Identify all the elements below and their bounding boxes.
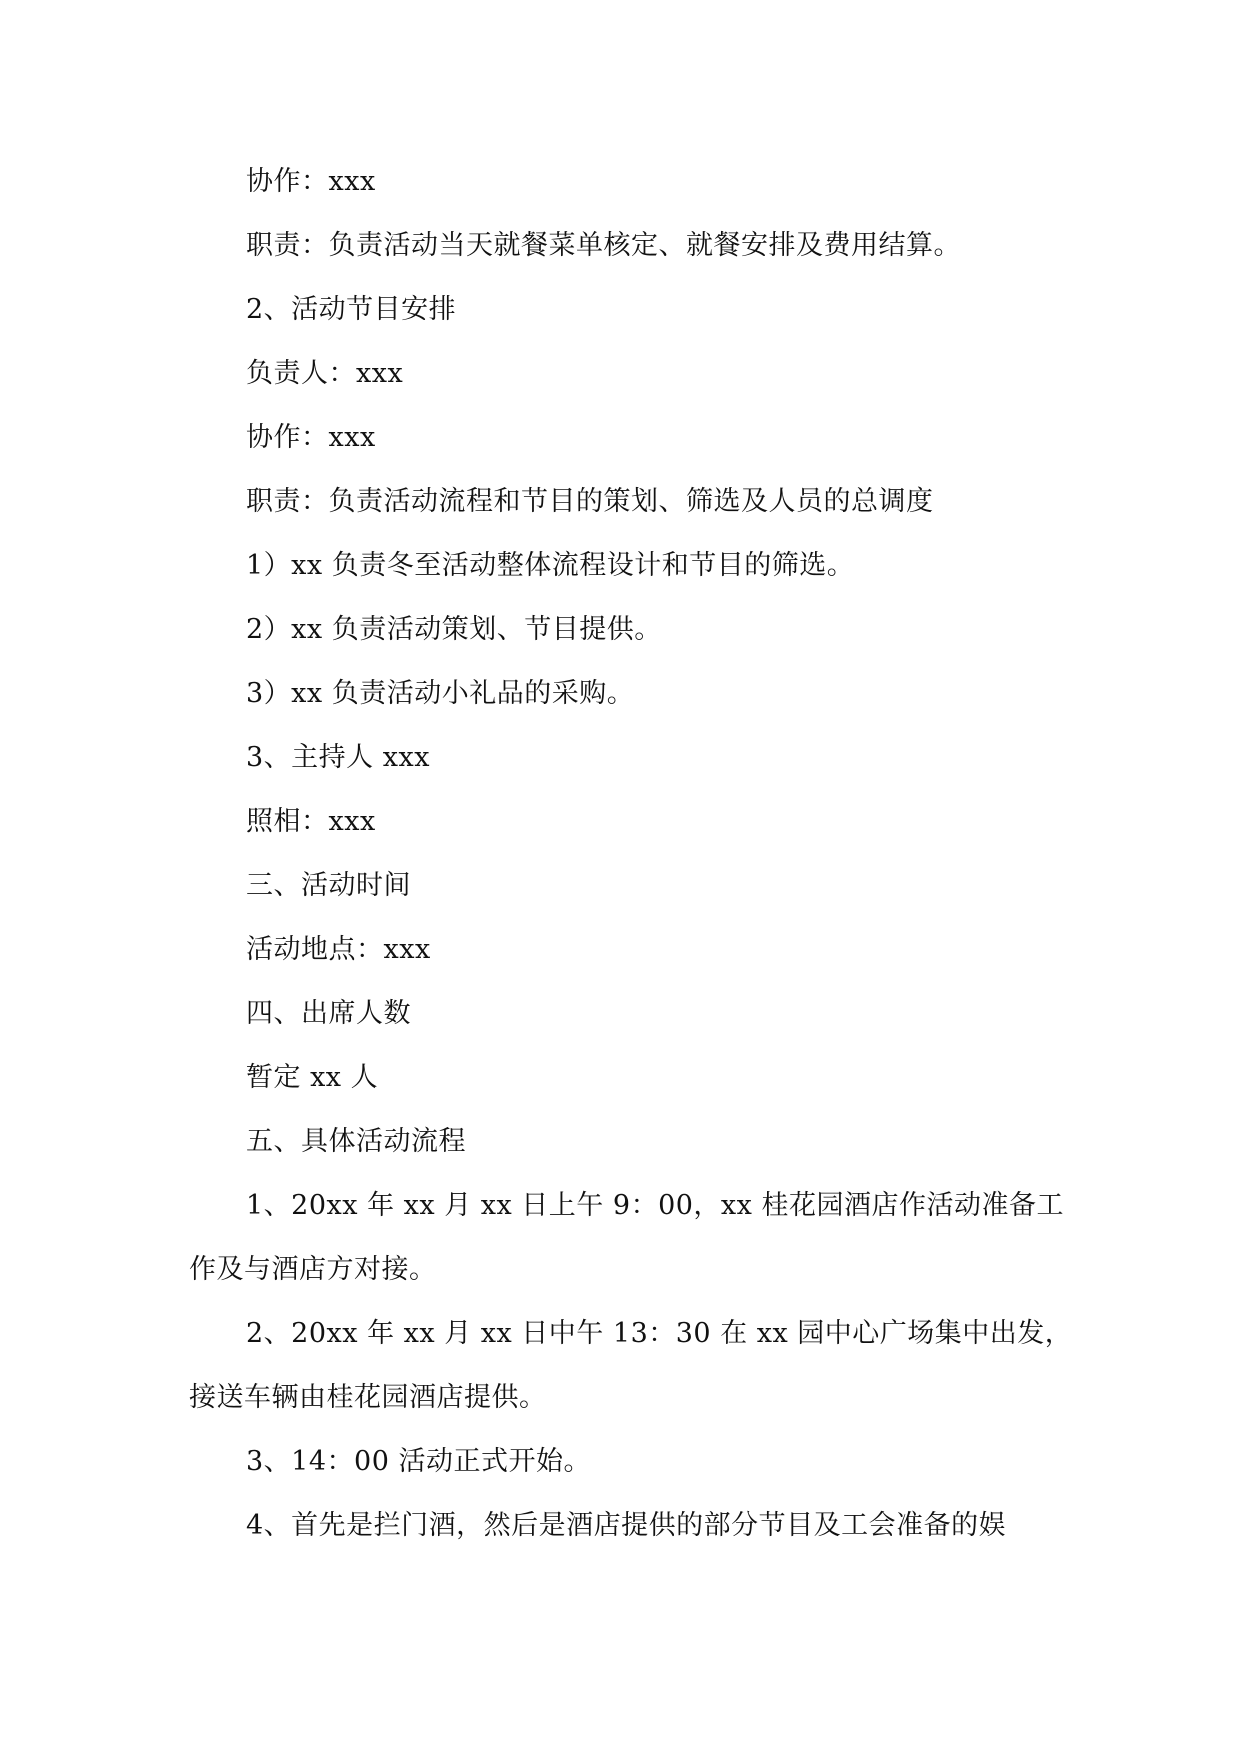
section-heading: 五、具体活动流程 — [246, 1126, 466, 1157]
section-heading: 三、活动时间 — [246, 870, 411, 901]
text-line: 2、活动节目安排 — [246, 294, 457, 325]
text-line: 暂定 xx 人 — [246, 1062, 379, 1093]
text-line: 2、20xx 年 xx 月 xx 日中午 13：30 在 xx 园中心广场集中出发， — [246, 1318, 1073, 1349]
text-line: 4、首先是拦门酒，然后是酒店提供的部分节目及工会准备的娱 — [246, 1510, 1007, 1541]
text-line: 2）xx 负责活动策划、节目提供。 — [246, 614, 662, 645]
text-line: 负责人：xxx — [246, 358, 404, 389]
text-line: 3、14：00 活动正式开始。 — [246, 1446, 591, 1477]
text-line: 3）xx 负责活动小礼品的采购。 — [246, 678, 635, 709]
text-line: 照相：xxx — [246, 806, 376, 837]
text-line: 活动地点：xxx — [246, 934, 431, 965]
text-line: 职责：负责活动流程和节目的策划、筛选及人员的总调度 — [246, 486, 934, 517]
text-line: 接送车辆由桂花园酒店提供。 — [189, 1382, 547, 1413]
text-line: 1）xx 负责冬至活动整体流程设计和节目的筛选。 — [246, 550, 855, 581]
text-line: 1、20xx 年 xx 月 xx 日上午 9：00，xx 桂花园酒店作活动准备工 — [246, 1190, 1064, 1221]
text-line: 3、主持人 xxx — [246, 742, 430, 773]
section-heading: 四、出席人数 — [246, 998, 411, 1029]
text-line: 职责：负责活动当天就餐菜单核定、就餐安排及费用结算。 — [246, 230, 961, 261]
text-line: 协作：xxx — [246, 422, 376, 453]
text-line: 作及与酒店方对接。 — [189, 1254, 437, 1285]
text-line: 协作：xxx — [246, 166, 376, 197]
